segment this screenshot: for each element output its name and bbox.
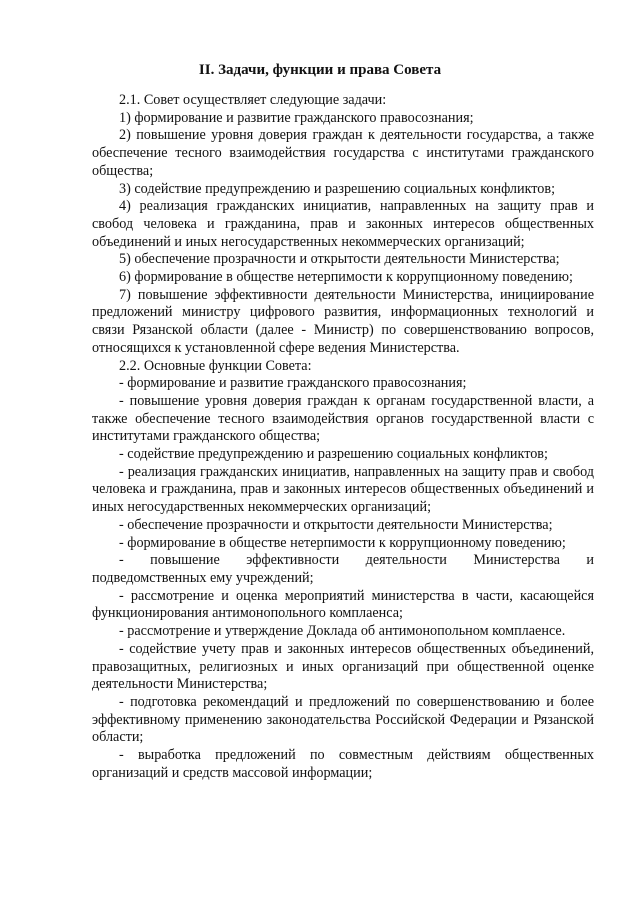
function-item: - формирование и развитие гражданского правосознания; bbox=[119, 375, 467, 392]
function-item: - рассмотрение и оценка мероприятий министерства в части, касающейся функционирования антимонопольного комплаенса; bbox=[92, 587, 594, 622]
function-item: - реализация гражданских инициатив, направленных на защиту прав и свобод человека и гражданина, прав и законных интересов общественных объединений и иных негосударственных некоммерческих организаций; bbox=[92, 463, 594, 516]
function-item: - обеспечение прозрачности и открытости деятельности Министерства; bbox=[119, 516, 553, 533]
task-item-2: 2) повышение уровня доверия граждан к деятельности государства, а также обеспечение тесного взаимодействия государства с институтами гражданского общества; bbox=[92, 127, 594, 179]
task-item-6: 6) формирование в обществе нетерпимости к коррупционному поведению; bbox=[119, 269, 573, 286]
section-heading: II. Задачи, функции и права Совета bbox=[198, 62, 442, 78]
paragraph-2-1-intro: 2.1. Совет осуществляет следующие задачи: bbox=[119, 92, 387, 108]
task-item-7: 7) повышение эффективности деятельности Министерства, инициирование предложений министру цифрового развития, информационных технологий и связи Рязанской области (далее - Министр) по совершенствованию вопросов, относящихся к установленной сфере ведения Министерства. bbox=[92, 286, 594, 356]
function-item: - повышение эффективности деятельности Министерства и подведомственных ему учреждений; bbox=[92, 552, 594, 586]
function-item: - повышение уровня доверия граждан к органам государственной власти, а также обеспечение тесного взаимодействия органов государственной власти с институтами гражданского общества; bbox=[92, 392, 594, 445]
task-item-4: 4) реализация гражданских инициатив, направленных на защиту прав и свобод человека и гражданина, прав и законных интересов общественных объединений и иных негосударственных некоммерческих организаций; bbox=[92, 198, 594, 250]
task-item-3: 3) содействие предупреждению и разрешению социальных конфликтов; bbox=[119, 180, 556, 197]
section-body bbox=[92, 92, 594, 782]
function-item: - подготовка рекомендаций и предложений по совершенствованию и более эффективному применению законодательства Российской Федерации и Рязанской области; bbox=[92, 693, 594, 746]
task-item-5: 5) обеспечение прозрачности и открытости деятельности Министерства; bbox=[119, 251, 560, 268]
function-item: - формирование в обществе нетерпимости к коррупционному поведению; bbox=[119, 534, 566, 551]
task-item-1: 1) формирование и развитие гражданского правосознания; bbox=[119, 109, 474, 126]
function-item: - выработка предложений по совместным действиям общественных организаций и средств массовой информации; bbox=[92, 747, 594, 781]
function-item: - содействие учету прав и законных интересов общественных объединений, правозащитных, религиозных и иных организаций при общественной оценке деятельности Министерства; bbox=[92, 640, 594, 693]
paragraph-2-2-intro: 2.2. Основные функции Совета: bbox=[119, 357, 312, 374]
function-item: - содействие предупреждению и разрешению социальных конфликтов; bbox=[119, 446, 548, 463]
function-item: - рассмотрение и утверждение Доклада об антимонопольном комплаенсе. bbox=[119, 623, 566, 640]
